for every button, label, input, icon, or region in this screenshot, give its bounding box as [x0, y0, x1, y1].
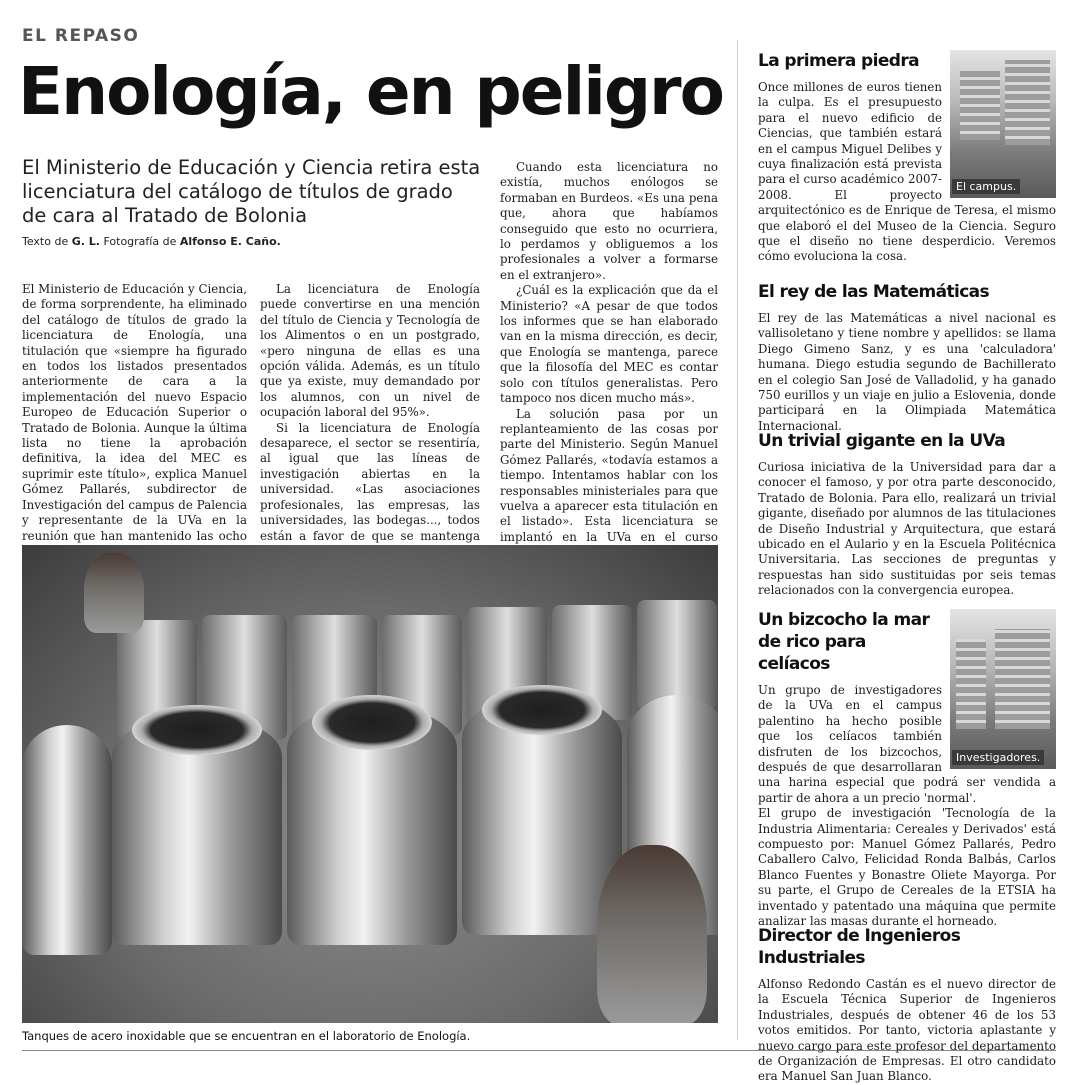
sidebar-heading: Un bizcocho la mar de rico para celíacos [758, 610, 930, 674]
sidebar-heading: El rey de las Matemáticas [758, 282, 990, 302]
lab-photo [22, 545, 718, 1023]
tank-shape [637, 600, 717, 710]
article-column-2 [260, 282, 480, 590]
visitor-figure [597, 845, 707, 1023]
photo-caption: Tanques de acero inoxidable que se encuentran en el laboratorio de Enología. [22, 1029, 471, 1043]
tank-lid [312, 695, 432, 750]
tank-lid [132, 705, 262, 755]
article-deck: El Ministerio de Educación y Ciencia retira esta licenciatura del catálogo de títulos de grado de cara al Tratado de Bolonia [22, 156, 481, 227]
sidebar-body: Curiosa iniciativa de la Universidad para dar a conocer el famoso, y por otra parte desconocido, Tratado de Bolonia. Para ello, realizará un trivial gigante, diseñado por alumnos de las titulaciones de Diseño Industrial y Arquitectura, que estará ubicado en el Aulario y en la Escuela Politécnica Universitaria. Las secciones de preguntas y respuestas han sido sustituidas por seis temas relacionados con la convergencia europea. [758, 460, 1056, 598]
section-kicker: EL REPASO [22, 26, 140, 46]
byline-photo-prefix: Fotografía de [99, 235, 180, 248]
column-divider [737, 40, 738, 1040]
sidebar-item-bizcocho [758, 609, 1056, 930]
article-paragraph: La solución pasa por un replanteamiento de las cosas por parte del Ministerio. Según Manuel Gómez Pallarés, «todavía estamos a tiempo. Intentamos hablar con los responsables ministeriales para que vuelva a aparecer esta titulación en el listado». Esta licenciatura se implantó en la UVa en el curso [500, 406, 718, 544]
thumb-caption: El campus. [952, 179, 1020, 194]
sidebar-body: Un grupo de investigadores de la UVa en el campus palentino ha hecho posible que los celíacos también disfruten de los bizcochos, después de que desarrollaran una harina especial que podrá ser vendida a partir de ahora a un precio 'normal'. [758, 683, 1056, 805]
article-column-1 [22, 282, 247, 575]
byline [22, 235, 492, 248]
sidebar-body: Alfonso Redondo Castán es el nuevo director de la Escuela Técnica Superior de Ingenieros Industriales, después de obtener 46 de los 53 votos emitidos. Por tanto, victoria aplastante y nuevo cargo para este profesor del departamento de Organización de Empresas. El otro candidato era Manuel San Juan Blanco. [758, 977, 1056, 1084]
sidebar-item-trivial [758, 430, 1056, 599]
article-paragraph: La licenciatura de Enología puede convertirse en una mención del título de Ciencia y Tecnología de los Alimentos o en un postgrado, «pero ninguna de ellas es una opción válida. Además, es un título que ya existe, muy demandado por los alumnos, con un nivel de ocupación laboral del 95%». [260, 282, 480, 420]
article-column-3 [500, 160, 718, 576]
article-paragraph: El Ministerio de Educación y Ciencia, de forma sorprendente, ha eliminado del catálogo de títulos de grado la licenciatura de Enología, una titulación que «siempre ha figurado en todos los listados presentados anteriormente de cara a la implementación del nuevo Espacio Europeo de Educación Superior o Tratado de Bolonia. Aunque la última lista no tiene la aprobación definitiva, la idea del MEC es suprimir este título», explica Manuel Gómez Pallarés, subdirector de Investigación del campus de Palencia y representante de la UVa en la reunión que han mantenido las ocho [22, 282, 247, 543]
sidebar-body: El grupo de investigación 'Tecnología de la Industria Alimentaria: Cereales y Derivados' está compuesto por: Manuel Gómez Pallarés, Pedro Caballero Calvo, Felicidad Ronda Balbás, Carlos Blanco Fuentes y Bonastre Oliete Mayorga. Por su parte, el Grupo de Cereales de la ETSIA ha inventado y patentado una máquina que permite analizar las masas durante el horneado. [758, 806, 1056, 929]
article-paragraph: Cuando esta licenciatura no existía, muchos enólogos se formaban en Burdeos. «Es una pena que, ahora que habíamos conseguido que esto no ocurriera, lo perdamos y obliguemos a los profesionales a volver a formarse en el extranjero». [500, 160, 718, 282]
thumb-caption: Investigadores. [952, 750, 1044, 765]
campus-photo [950, 50, 1056, 198]
equipment-shape [995, 629, 1050, 729]
sidebar-heading: Director de Ingenieros Industriales [758, 926, 961, 968]
building-shape [960, 70, 1000, 140]
sidebar-heading: La primera piedra [758, 51, 919, 71]
tank-shape [22, 725, 112, 955]
byline-author: G. L. [71, 235, 100, 248]
sidebar-item-rey-matematicas [758, 281, 1056, 434]
sidebar-body: Once millones de euros tienen la culpa. Es el presupuesto para el nuevo edificio de Ciencias, que también estará en el campus Miguel Delibes y cuya finalización está prevista para el curso académico 2007-2008. El proyecto arquitectónico es de Enrique de Teresa, el mismo que elaboró el del Museo de la Ciencia. Seguro que el diseño no tiene desperdicio. Veremos cómo evoluciona la cosa. [758, 80, 1056, 264]
sidebar-item-primera-piedra [758, 50, 1056, 265]
page-title: Enología, en peligro [18, 53, 723, 130]
sidebar-heading: Un trivial gigante en la UVa [758, 431, 1006, 451]
equipment-shape [956, 639, 986, 729]
sidebar-body: El rey de las Matemáticas a nivel nacional es vallisoletano y tiene nombre y apellidos: se llama Diego Gimeno Sanz, y es una 'calculadora' humana. Diego estudia segundo de Bachillerato en el colegio San José de Valladolid, y ha ganado 750 eurillos y un viaje en julio a Eslovenia, donde participará en la Olimpiada Matemática Internacional. [758, 311, 1056, 433]
article-paragraph: ¿Cuál es la explicación que da el Ministerio? «A pesar de que todos los informes que se han elaborado van en la misma dirección, es decir, que Enología se mantenga, parece que la filosofía del MEC es contar solo con títulos generalistas. Pero tampoco nos dicen mucho más». [500, 283, 718, 406]
article-paragraph: Si la licenciatura de Enología desaparece, el sector se resentiría, al igual que las líneas de investigación abiertas en la universidad. «Las asociaciones profesionales, las empresas, las universidades, las bodegas..., todos están a favor de que se mantenga [260, 420, 480, 543]
researchers-photo [950, 609, 1056, 769]
byline-text-prefix: Texto de [22, 235, 72, 248]
tank-lid [482, 685, 602, 735]
building-shape [1005, 60, 1050, 145]
byline-photographer: Alfonso E. Caño. [179, 235, 281, 248]
technician-figure [84, 553, 144, 633]
